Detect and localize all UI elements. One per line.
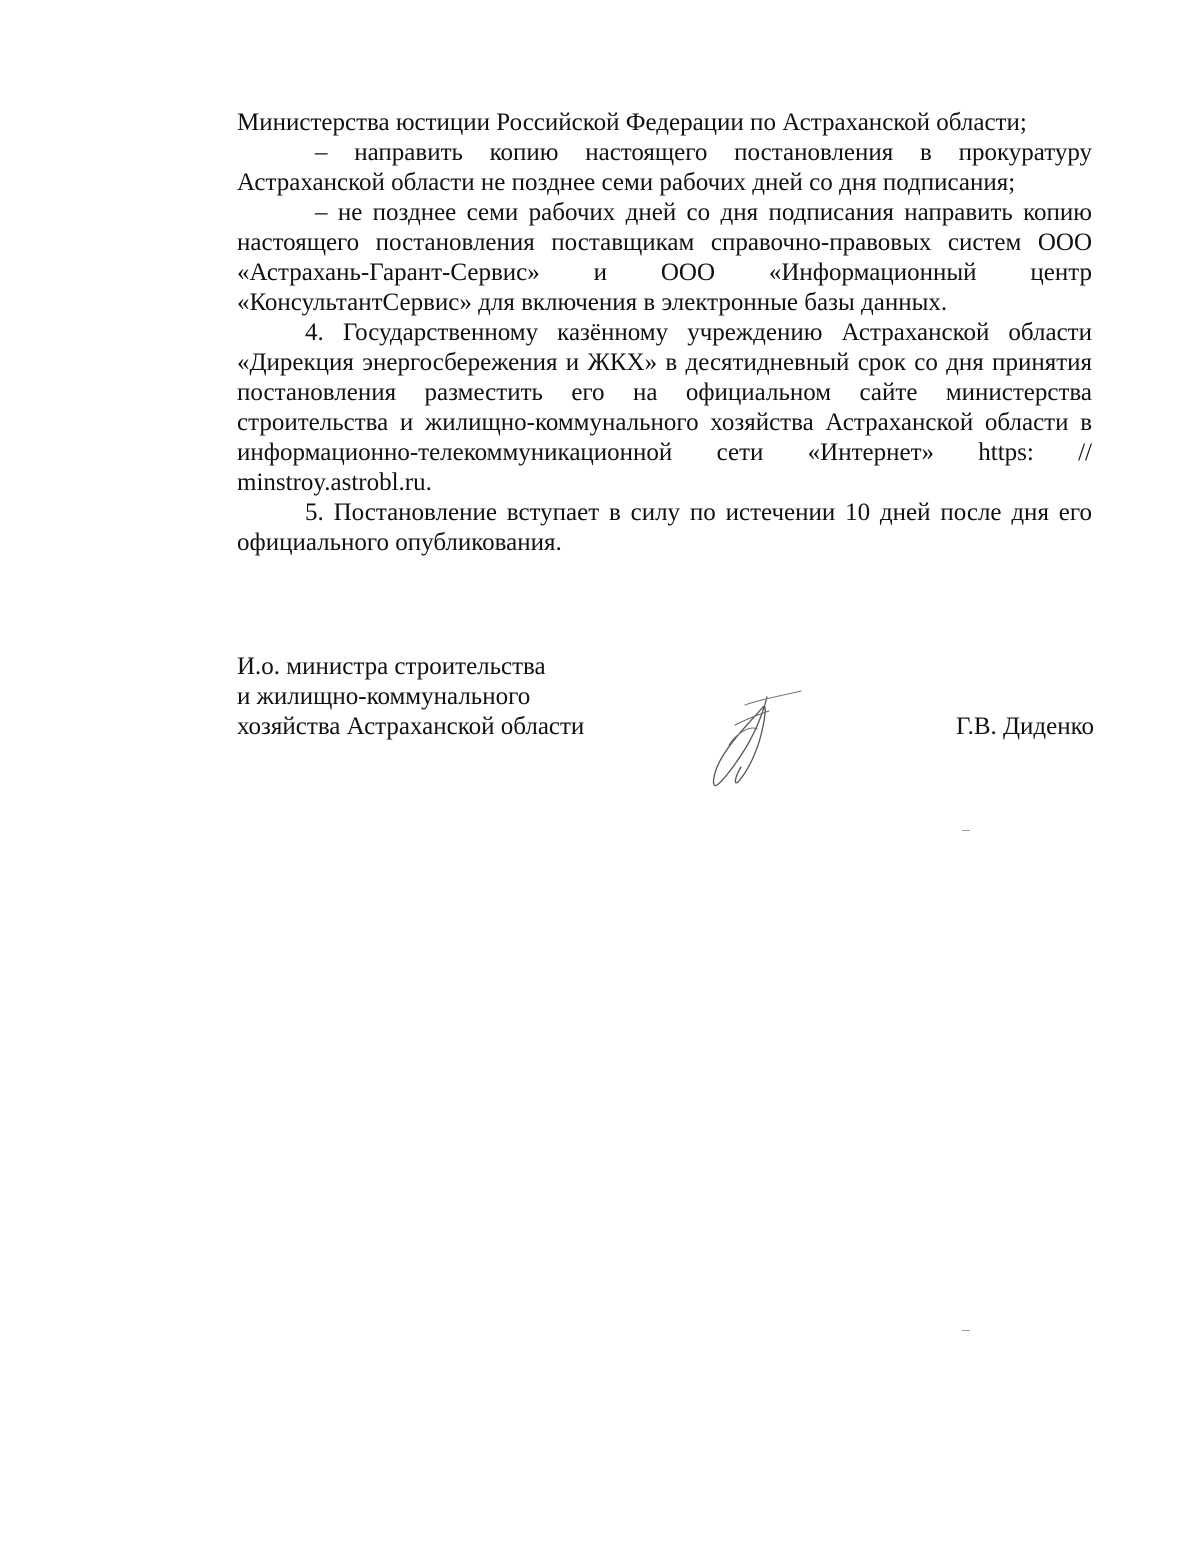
- signatory-name: Г.В. Диденко: [955, 713, 1094, 740]
- paragraph-continuation: Министерства юстиции Российской Федерации по Астраханской области;: [237, 109, 1027, 136]
- scan-speck: [962, 1330, 970, 1331]
- paragraph-prosecutor-copy: – направить копию настоящего постановления в прокуратуру Астраханской области не позднее семи рабочих дней со дня подписания;: [237, 139, 1092, 196]
- paragraph-legal-systems-copy: – не позднее семи рабочих дней со дня подписания направить копию настоящего постановления поставщикам справочно-правовых систем ООО «Астрахань-Гарант-Сервис» и ООО «Информационный центр «КонсультантСервис» для включения в электронные базы данных.: [237, 199, 1092, 316]
- scan-speck: [962, 830, 970, 831]
- signatory-title: [237, 652, 657, 742]
- signatory-title-line: и жилищно-коммунального: [237, 683, 531, 710]
- signature-block: [237, 652, 1097, 812]
- signatory-title-line: хозяйства Астраханской области: [237, 713, 585, 740]
- paragraph-item-4: 4. Государственному казённому учреждению Астраханской области «Дирекция энергосбережения и ЖКХ» в десятидневный срок со дня принятия постановления разместить его на официальном сайте министерства строительства и жилищно-коммунального хозяйства Астраханской области в информационно-телекоммуникационной сети «Интернет» https: // minstroy.astrobl.ru.: [237, 319, 1092, 496]
- document-body: [237, 108, 1092, 558]
- handwritten-signature: [705, 685, 815, 795]
- signatory-title-line: И.о. министра строительства: [237, 653, 546, 680]
- paragraph-item-5: 5. Постановление вступает в силу по истечении 10 дней после дня его официального опубликования.: [237, 499, 1092, 556]
